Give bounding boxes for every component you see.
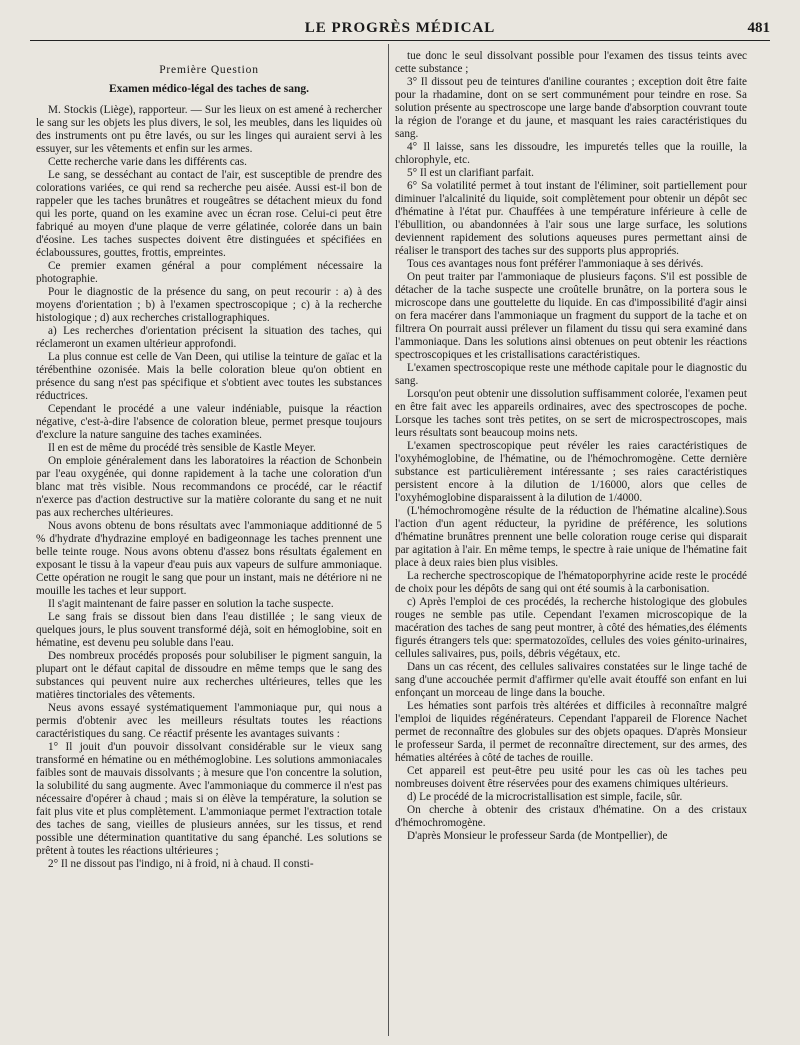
paragraph: On emploie généralement dans les laboratoires la réaction de Schonbein par l'eau oxygénée, qui donne rapidement à la tache une coloration d'un blanc mat très visible. Nous recommandons ce procédé, car le réactif n'exerce pas d'action destructive sur la matière colorante du sang et ne nuit pas aux recherches ultérieures. xyxy=(36,455,382,519)
right-paragraphs xyxy=(395,50,747,843)
paragraph: Pour le diagnostic de la présence du sang, on peut recourir : a) à des moyens d'orientation ; b) à l'examen spectroscopique ; c) à la recherche histologique ; d) aux recherches cristallographiques. xyxy=(36,286,382,324)
paragraph: Cependant le procédé a une valeur indéniable, puisque la réaction négative, c'est-à-dire l'absence de coloration bleue, permet presque toujours d'exclure la nature sanguine des taches examinées. xyxy=(36,403,382,441)
paragraph: Il s'agit maintenant de faire passer en solution la tache suspecte. xyxy=(48,598,334,610)
paragraph: (L'hémochromogène résulte de la réduction de l'hématine alcaline).Sous l'action d'un agent réducteur, la pyridine de préférence, les solutions d'hématine brunâtres prennent une belle coloration rouge cerise qui disparait par agitation à l'air. En même temps, le spectre à raie unique de l'hématine fait place à deux raies bien plus visibles. xyxy=(395,505,747,569)
paragraph: 3° Il dissout peu de teintures d'aniline courantes ; exception doit être faite pour la rhadamine, dont on se sert communément pour teindre en rose. Sa solution présente au spectroscope une large bande d'absorption couvrant toute la région de l'orange et du jaune, et masquant les raies caractéristiques du sang. xyxy=(395,76,747,140)
paragraph: tue donc le seul dissolvant possible pour l'examen des tissus teints avec cette substance ; xyxy=(395,50,747,75)
paragraph: Nous avons obtenu de bons résultats avec l'ammoniaque additionné de 5 % d'hydrate d'hydrazine employé en badigeonnage les taches prennent une belle teinte rouge. Nous avons obtenu d'assez bons résultats également en exposant le tissu à la vapeur d'eau puis aux vapeurs de sulfure ammoniaque. Cette opération ne rougit le sang que pour un instant, mais ne détériore ni ne mouille les taches et leur support. xyxy=(36,520,382,597)
paragraph: Le sang, se desséchant au contact de l'air, est susceptible de prendre des colorations variées, ce qui rend sa recherche peu aisée. Aussi est-il bon de rappeler que les taches brunâtres et rougeâtres se détachent mieux du fond qui les porte, quand on les examine avec un écran rose. Celui-ci peut être fabriqué au moyen d'une plaque de verre gélatinée, colorée dans un bain d'éosine. Les taches suspectes doivent être distinguées et spécifiées en éclaboussures, gouttes, frottis, empreintes. xyxy=(36,169,382,259)
paragraph: L'examen spectroscopique reste une méthode capitale pour le diagnostic du sang. xyxy=(395,362,747,387)
paragraph: D'après Monsieur le professeur Sarda (de Montpellier), de xyxy=(407,830,668,842)
paragraph: La plus connue est celle de Van Deen, qui utilise la teinture de gaïac et la térébenthine ozonisée. Mais la belle coloration bleue qu'on obtient en présence du sang n'est pas spécifique et s'obtient avec toutes les substances réductrices. xyxy=(36,351,382,402)
paragraph: Il en est de même du procédé très sensible de Kastle Meyer. xyxy=(48,442,316,454)
page-number: 481 xyxy=(747,20,770,36)
paragraph: d) Le procédé de la microcristallisation est simple, facile, sûr. xyxy=(407,791,683,803)
article-subtitle: Examen médico-légal des taches de sang. xyxy=(109,83,309,95)
paragraph: Cette recherche varie dans les différents cas. xyxy=(48,156,247,168)
paragraph: Neus avons essayé systématiquement l'ammoniaque pur, qui nous a permis d'obtenir avec les meilleurs résultats toutes les réactions caractéristiques du sang. Ce réactif présente les avantages suivants : xyxy=(36,702,382,740)
paragraph: On cherche à obtenir des cristaux d'hématine. On a des cristaux d'hémochromogène. xyxy=(395,804,747,829)
paragraph: c) Après l'emploi de ces procédés, la recherche histologique des globules rouges ne semble pas utile. Cependant l'examen microscopique de la macération des taches de sang peut montrer, à côté des hématies,des éléments figurés étrangers tels que: spermatozoïdes, cellules des voies génito-urinaires, cellules salivaires, pus, poils, débris végétaux, etc. xyxy=(395,596,747,660)
column-divider xyxy=(388,44,389,1036)
paragraph: On peut traiter par l'ammoniaque de plusieurs façons. S'il est possible de détacher de la tache suspecte une croûtelle brunâtre, on la portera sous le microscope dans une gouttelette du liquide. En cas d'impossibilité d'agir ainsi on fera macérer dans l'ammoniaque un fragment du support de la tache et on filtrera On pourrait aussi prélever un filament du tissu qui sera examiné dans l'ammoniaque. Dans les solutions ainsi obtenues on peut obtenir les réactions spectroscopiques et les cristallisations caractéristiques. xyxy=(395,271,747,361)
paragraph: La recherche spectroscopique de l'hématoporphyrine acide reste le procédé de choix pour les dépôts de sang qui ont été soumis à la carbonisation. xyxy=(395,570,747,595)
paragraph: 4° Il laisse, sans les dissoudre, les impuretés telles que la rouille, la chlorophyle, etc. xyxy=(395,141,747,166)
paragraph: M. Stockis (Liège), rapporteur. — Sur les lieux on est amené à rechercher le sang sur les objets les plus divers, le sol, les meubles, dans les liquides où des instruments ont pu être lavés, ou sur les linges qui auraient servi à les essuyer, sur les vêtements et enfin sur les armes. xyxy=(36,104,382,155)
paragraph: Tous ces avantages nous font préférer l'ammoniaque à ses dérivés. xyxy=(407,258,704,270)
journal-title: LE PROGRÈS MÉDICAL xyxy=(304,20,496,36)
left-column xyxy=(36,50,382,1040)
paragraph: Des nombreux procédés proposés pour solubiliser le pigment sanguin, la plupart ont le défaut capital de dissoudre en même temps que le sang des substances qui peuvent nuire aux recherches ultérieures, telles que les matières tinctoriales des vêtements. xyxy=(36,650,382,701)
paragraph: Cet appareil est peut-être peu usité pour les cas où les taches peu nombreuses doivent être réservées pour des examens chimiques ultérieurs. xyxy=(395,765,747,790)
paragraph: 5° Il est un clarifiant parfait. xyxy=(407,167,534,179)
paragraph: Le sang frais se dissout bien dans l'eau distillée ; le sang vieux de quelques jours, le plus souvent transformé déjà, soit en hémoglobine, soit en hématine, est devenu peu soluble dans l'eau. xyxy=(36,611,382,649)
paragraph: L'examen spectroscopique peut révéler les raies caractéristiques de l'oxyhémoglobine, de l'hématine, ou de l'hémochromogène. Cette dernière substance est particulièrement intéressante ; ses raies caractéristiques persistent encore à la dilution de 1/16000, alors que celles de l'oxyhémoglobine disparaissent à la dilution de 1/4000. xyxy=(395,440,747,504)
section-title: Première Question xyxy=(159,64,259,76)
paragraph: 1° Il jouit d'un pouvoir dissolvant considérable sur le vieux sang transformé en hématine ou en méthémoglobine. Les solutions ammoniacales faibles sont de mauvais dissolvants ; à mesure que l'on concentre la solution, la solubilité du sang augmente. Avec l'ammoniaque du commerce il n'est pas nécessaire d'opérer à chaud ; mais si on élève la température, la solution se fait plus vite et plus complètement. L'ammoniaque permet l'extraction totale des taches de sang, vieilles de plusieurs années, sur les tissus, et rend possible une détermination quantitative du sang épanché. Les solutions se prêtent à toutes les réactions ultérieures ; xyxy=(36,741,382,857)
paragraph: a) Les recherches d'orientation précisent la situation des taches, qui réclameront un examen ultérieur approfondi. xyxy=(36,325,382,350)
paragraph: Dans un cas récent, des cellules salivaires constatées sur le linge taché de sang d'une accouchée permit d'affirmer qu'elle avait étouffé son enfant en lui enfonçant un morceau de linge dans la bouche. xyxy=(395,661,747,699)
right-column xyxy=(395,50,747,1040)
paragraph: 6° Sa volatilité permet à tout instant de l'éliminer, soit partiellement pour diminuer l'alcalinité du liquide, soit complètement pour obtenir un dépôt sec d'hématine à l'état pur. Chauffées à une température inférieure à celle de l'ébullition, ou abandonnées à l'air sous une large surface, les solutions deviennent rapidement des solutions aqueuses pures permettant ainsi de réaliser le transport des taches sur des supports plus appropriés. xyxy=(395,180,747,257)
running-header xyxy=(30,14,770,41)
left-paragraphs xyxy=(36,104,382,871)
paragraph: Les hématies sont parfois très altérées et difficiles à reconnaître malgré l'emploi de liquides régénérateurs. Cependant l'appareil de Florence Nachet permet de reconnaître des globules sur des objets opaques. D'après Monsieur le professeur Sarda, il permet de reconnaître directement, sur des armes, des hématies altérées à côté de taches de rouille. xyxy=(395,700,747,764)
paragraph: Ce premier examen général a pour complément nécessaire la photographie. xyxy=(36,260,382,285)
paragraph: 2° Il ne dissout pas l'indigo, ni à froid, ni à chaud. Il consti- xyxy=(48,858,314,870)
paragraph: Lorsqu'on peut obtenir une dissolution suffisamment colorée, l'examen peut en être fait avec les appareils ordinaires, avec des spectroscopes de poche. Lorsque les taches sont très petites, on se sert de microspectroscopes, mais leurs résultats sont beaucoup moins nets. xyxy=(395,388,747,439)
